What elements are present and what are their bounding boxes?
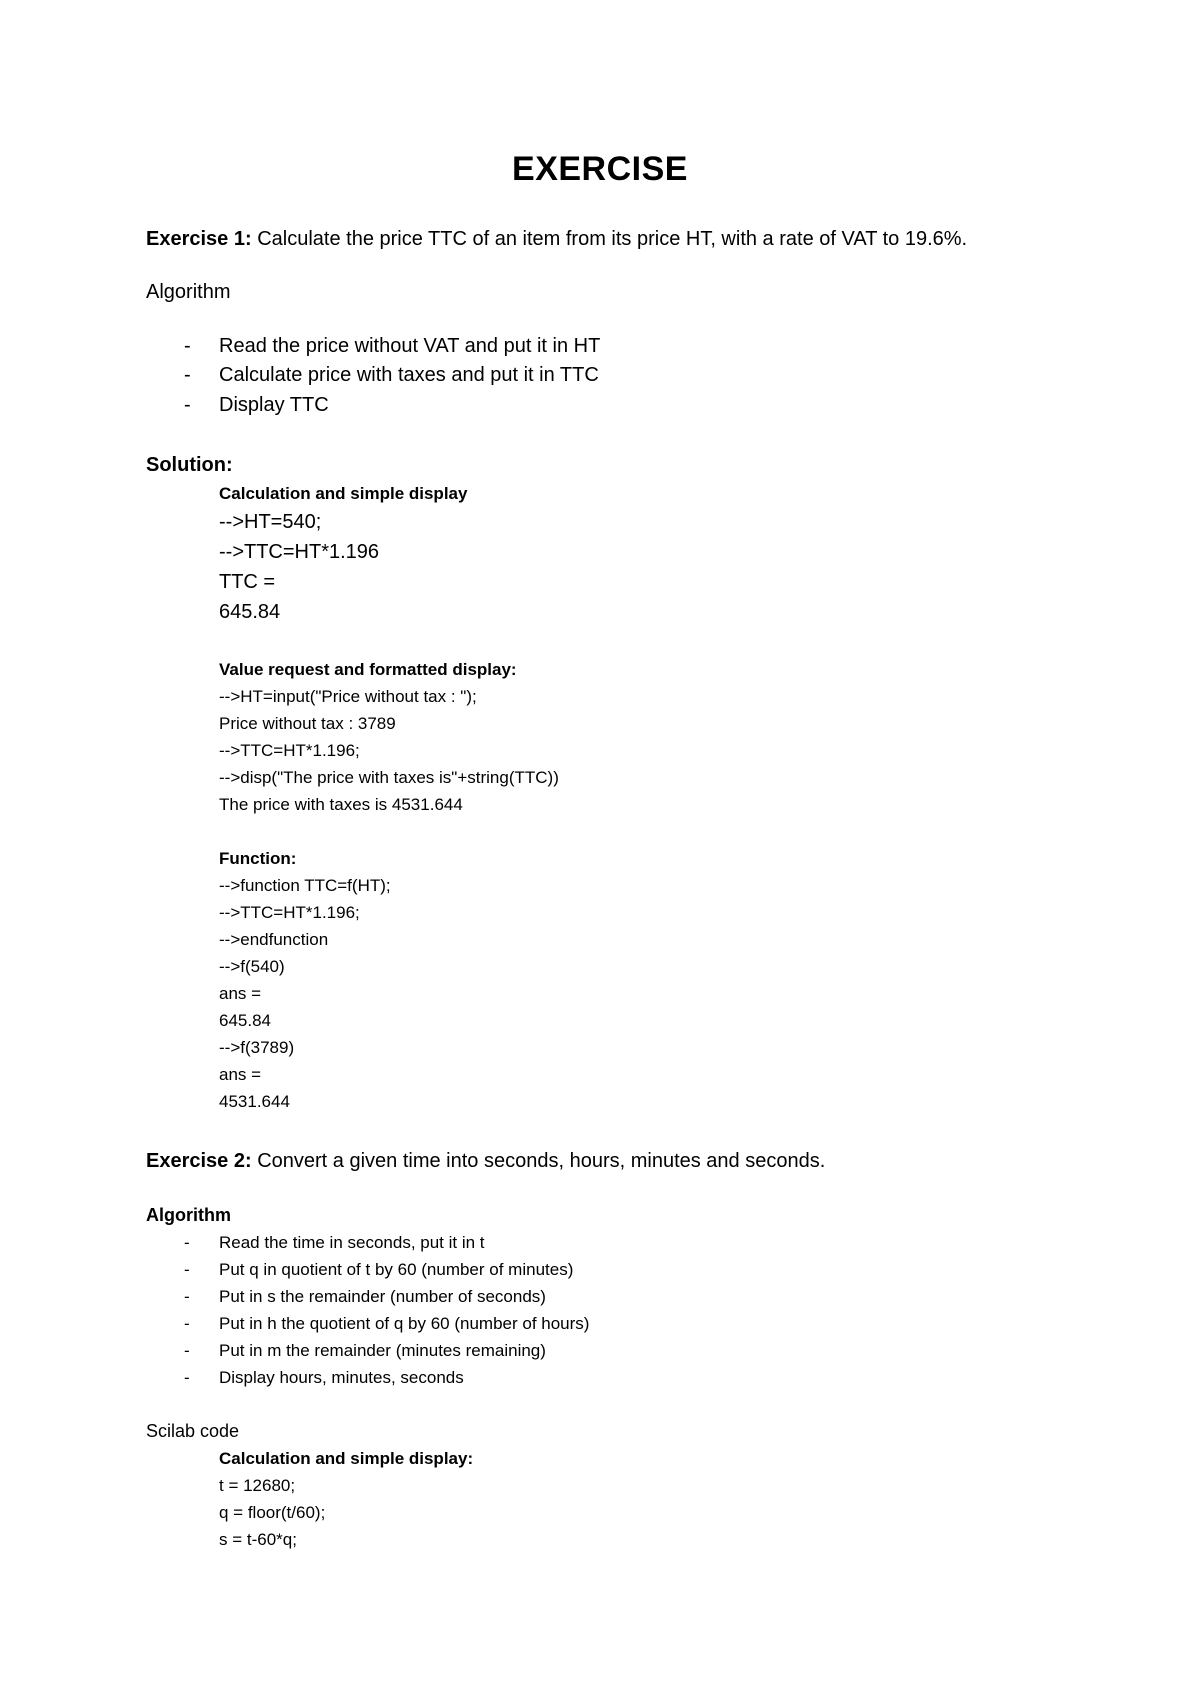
bullet-dash: - (184, 1260, 190, 1279)
list-item: Read the time in seconds, put it in t (219, 1233, 485, 1252)
code-line: 4531.644 (219, 1092, 290, 1111)
exercise-1-algorithm-heading: Algorithm (146, 281, 231, 303)
list-item: Put in m the remainder (minutes remaining) (219, 1341, 546, 1360)
exercise-2-label: Exercise 2: (146, 1150, 252, 1172)
bullet-dash: - (184, 364, 191, 386)
list-item: Put in s the remainder (number of seconds) (219, 1287, 546, 1306)
exercise-2-text: Convert a given time into seconds, hours, minutes and seconds. (251, 1150, 826, 1172)
code-line: -->TTC=HT*1.196 (219, 541, 380, 563)
list-item: Calculate price with taxes and put it in TTC (219, 364, 599, 386)
bullet-dash: - (184, 1233, 190, 1252)
code-line: -->f(540) (219, 957, 285, 976)
code-line: -->f(3789) (219, 1038, 295, 1057)
bullet-dash: - (184, 335, 191, 357)
code-line: -->TTC=HT*1.196; (219, 741, 360, 760)
list-item: Display hours, minutes, seconds (219, 1368, 464, 1387)
bullet-dash: - (184, 394, 191, 416)
list-item: Display TTC (219, 394, 329, 416)
bullet-dash: - (184, 1314, 190, 1333)
scilab-code-heading: Scilab code (146, 1421, 240, 1441)
list-item: Put q in quotient of t by 60 (number of minutes) (219, 1260, 574, 1279)
exercise-1-label: Exercise 1: (146, 228, 252, 250)
code-line: -->TTC=HT*1.196; (219, 903, 360, 922)
list-item: Read the price without VAT and put it in HT (219, 335, 601, 357)
solution-heading: Solution: (146, 454, 233, 476)
function-heading: Function: (219, 849, 297, 868)
exercise-1-text: Calculate the price TTC of an item from its price HT, with a rate of VAT to 19.6%. (251, 228, 968, 250)
code-line: 645.84 (219, 601, 281, 623)
bullet-dash: - (184, 1368, 190, 1387)
code-line: -->endfunction (219, 930, 329, 949)
code-line: -->disp("The price with taxes is"+string(TTC)) (219, 768, 559, 787)
exercise-1-statement (146, 228, 967, 251)
code-line: -->HT=540; (219, 511, 322, 533)
code-line: -->function TTC=f(HT); (219, 876, 391, 895)
exercise-2-algorithm-heading: Algorithm (146, 1205, 231, 1225)
page-title: EXERCISE (512, 150, 688, 188)
code-line: t = 12680; (219, 1476, 296, 1495)
bullet-dash: - (184, 1287, 190, 1306)
exercise-2-statement (146, 1150, 825, 1173)
code-line: Price without tax : 3789 (219, 714, 396, 733)
list-item: Put in h the quotient of q by 60 (number of hours) (219, 1314, 590, 1333)
code-line: TTC = (219, 571, 276, 593)
code-line: q = floor(t/60); (219, 1503, 326, 1522)
code-line: -->HT=input("Price without tax : "); (219, 687, 477, 706)
code-line: The price with taxes is 4531.644 (219, 795, 463, 814)
calc-heading-2: Calculation and simple display: (219, 1449, 474, 1468)
code-line: ans = (219, 984, 262, 1003)
code-line: 645.84 (219, 1011, 271, 1030)
value-request-heading: Value request and formatted display: (219, 660, 517, 679)
bullet-dash: - (184, 1341, 190, 1360)
calc-heading: Calculation and simple display (219, 484, 468, 503)
code-line: s = t-60*q; (219, 1530, 297, 1549)
code-line: ans = (219, 1065, 262, 1084)
